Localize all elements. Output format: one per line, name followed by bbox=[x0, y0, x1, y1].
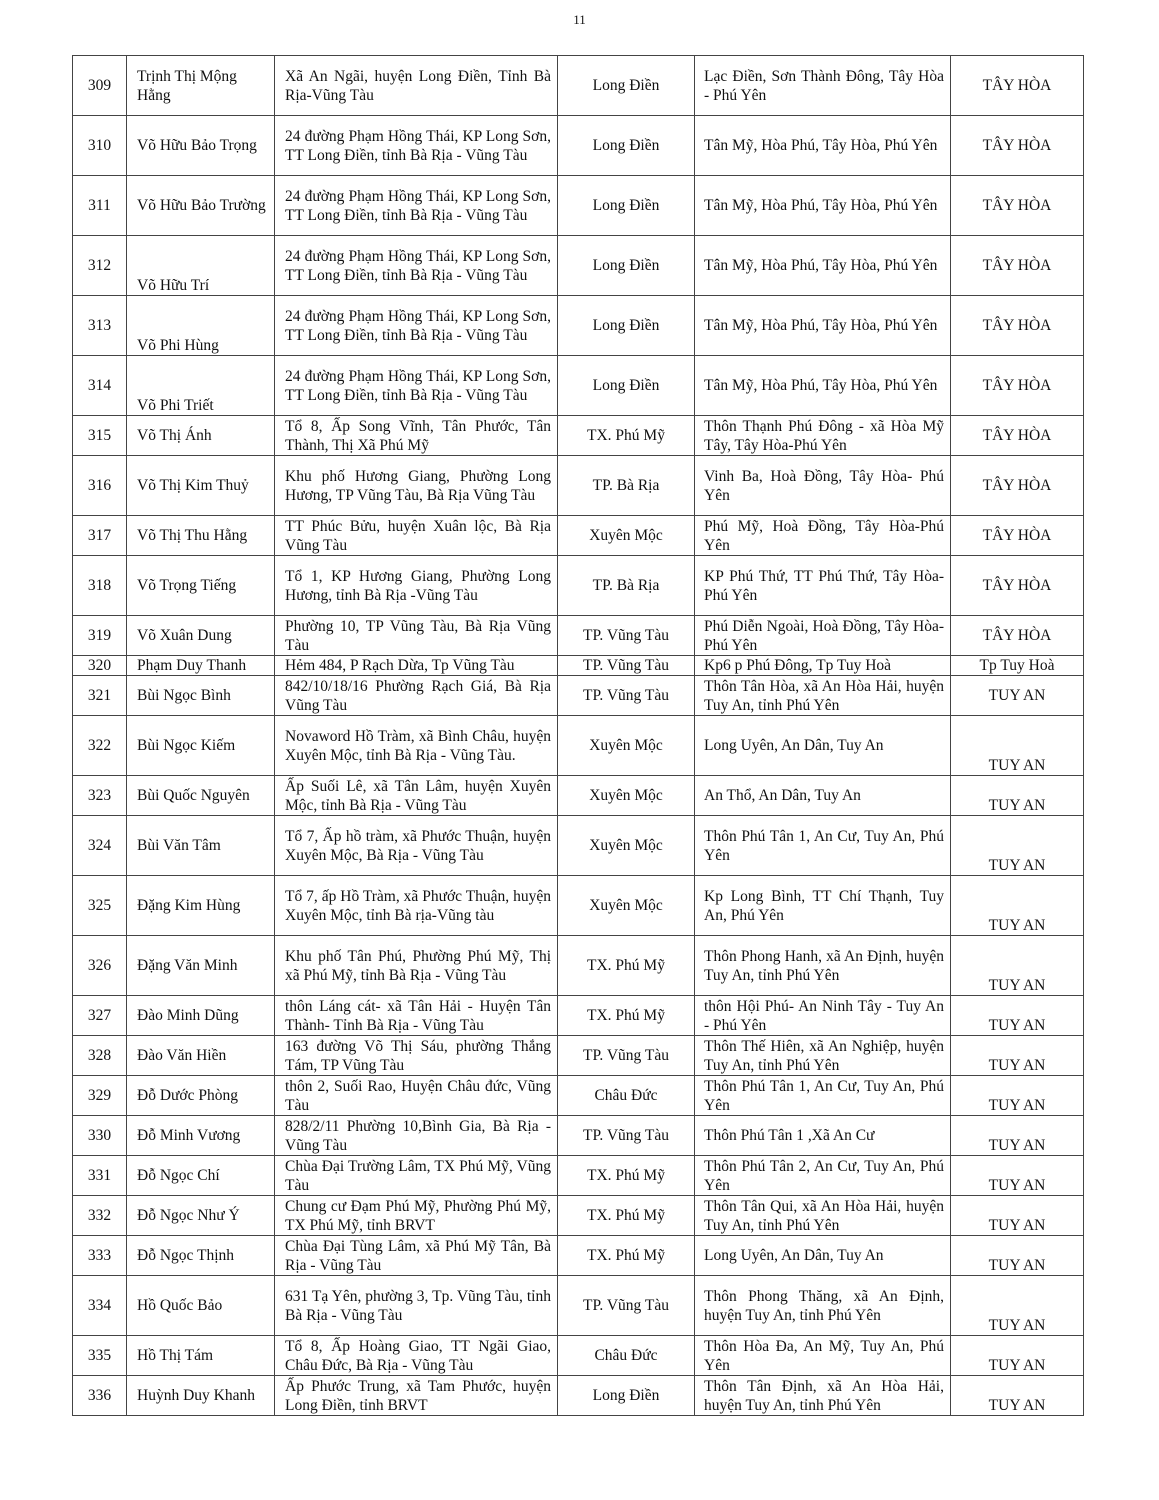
current-address-cell: thôn Láng cát- xã Tân Hải - Huyện Tân Thành- Tỉnh Bà Rịa - Vũng Tàu bbox=[275, 996, 558, 1036]
current-address-cell: 631 Tạ Yên, phường 3, Tp. Vũng Tàu, tỉnh Bà Rịa - Vũng Tàu bbox=[275, 1276, 558, 1336]
table-row bbox=[73, 176, 1084, 236]
row-number-cell: 324 bbox=[73, 816, 127, 876]
district-cell: TP. Vũng Tàu bbox=[558, 1116, 695, 1156]
current-address-cell: 24 đường Phạm Hồng Thái, KP Long Sơn, TT Long Điền, tỉnh Bà Rịa - Vũng Tàu bbox=[275, 356, 558, 416]
hometown-cell: Tân Mỹ, Hòa Phú, Tây Hòa, Phú Yên bbox=[695, 296, 951, 356]
district-cell: TP. Vũng Tàu bbox=[558, 1036, 695, 1076]
table-row bbox=[73, 1196, 1084, 1236]
person-name-cell: Đào Văn Hiền bbox=[127, 1036, 275, 1076]
district-cell: TX. Phú Mỹ bbox=[558, 996, 695, 1036]
table-row bbox=[73, 56, 1084, 116]
hometown-cell: Phú Diễn Ngoài, Hoà Đồng, Tây Hòa- Phú Yên bbox=[695, 616, 951, 656]
district-cell: Long Điền bbox=[558, 236, 695, 296]
hometown-cell: Tân Mỹ, Hòa Phú, Tây Hòa, Phú Yên bbox=[695, 176, 951, 236]
table-row bbox=[73, 656, 1084, 676]
hometown-cell: KP Phú Thứ, TT Phú Thứ, Tây Hòa-Phú Yên bbox=[695, 556, 951, 616]
current-address-cell: Chung cư Đạm Phú Mỹ, Phường Phú Mỹ, TX Phú Mỹ, tỉnh BRVT bbox=[275, 1196, 558, 1236]
table-row bbox=[73, 1156, 1084, 1196]
home-region-cell: TÂY HÒA bbox=[951, 456, 1084, 516]
table-row bbox=[73, 116, 1084, 176]
current-address-cell: 24 đường Phạm Hồng Thái, KP Long Sơn, TT Long Điền, tỉnh Bà Rịa - Vũng Tàu bbox=[275, 236, 558, 296]
person-name-cell: Võ Hữu Bảo Trọng bbox=[127, 116, 275, 176]
home-region-cell: TUY AN bbox=[951, 1156, 1084, 1196]
home-region-cell: TUY AN bbox=[951, 816, 1084, 876]
district-cell: TP. Vũng Tàu bbox=[558, 676, 695, 716]
hometown-cell: Thôn Phong Hanh, xã An Định, huyện Tuy An, tỉnh Phú Yên bbox=[695, 936, 951, 996]
person-name-cell: Đỗ Minh Vương bbox=[127, 1116, 275, 1156]
row-number-cell: 311 bbox=[73, 176, 127, 236]
person-name-cell: Bùi Ngọc Kiếm bbox=[127, 716, 275, 776]
row-number-cell: 309 bbox=[73, 56, 127, 116]
district-cell: Long Điền bbox=[558, 176, 695, 236]
table-row bbox=[73, 296, 1084, 356]
person-name-cell: Bùi Văn Tâm bbox=[127, 816, 275, 876]
hometown-cell: Lạc Điền, Sơn Thành Đông, Tây Hòa - Phú Yên bbox=[695, 56, 951, 116]
district-cell: Xuyên Mộc bbox=[558, 776, 695, 816]
person-name-cell: Đỗ Ngọc Chí bbox=[127, 1156, 275, 1196]
person-name-cell: Võ Thị Kim Thuỷ bbox=[127, 456, 275, 516]
hometown-cell: Thôn Tân Qui, xã An Hòa Hải, huyện Tuy An, tỉnh Phú Yên bbox=[695, 1196, 951, 1236]
home-region-cell: TUY AN bbox=[951, 1076, 1084, 1116]
home-region-cell: TUY AN bbox=[951, 1236, 1084, 1276]
table-row bbox=[73, 1076, 1084, 1116]
row-number-cell: 335 bbox=[73, 1336, 127, 1376]
row-number-cell: 336 bbox=[73, 1376, 127, 1416]
hometown-cell: Thôn Tân Hòa, xã An Hòa Hải, huyện Tuy An, tỉnh Phú Yên bbox=[695, 676, 951, 716]
person-name-cell: Đỗ Ngọc Thịnh bbox=[127, 1236, 275, 1276]
table-row bbox=[73, 556, 1084, 616]
table-row bbox=[73, 876, 1084, 936]
current-address-cell: TT Phúc Bửu, huyện Xuân lộc, Bà Rịa Vũng Tàu bbox=[275, 516, 558, 556]
current-address-cell: thôn 2, Suối Rao, Huyện Châu đức, Vũng Tàu bbox=[275, 1076, 558, 1116]
home-region-cell: TÂY HÒA bbox=[951, 296, 1084, 356]
row-number-cell: 330 bbox=[73, 1116, 127, 1156]
district-cell: Châu Đức bbox=[558, 1336, 695, 1376]
row-number-cell: 320 bbox=[73, 656, 127, 676]
row-number-cell: 322 bbox=[73, 716, 127, 776]
hometown-cell: Tân Mỹ, Hòa Phú, Tây Hòa, Phú Yên bbox=[695, 356, 951, 416]
hometown-cell: Kp Long Bình, TT Chí Thạnh, Tuy An, Phú Yên bbox=[695, 876, 951, 936]
hometown-cell: Tân Mỹ, Hòa Phú, Tây Hòa, Phú Yên bbox=[695, 236, 951, 296]
current-address-cell: Novaword Hồ Tràm, xã Bình Châu, huyện Xuyên Mộc, tỉnh Bà Rịa - Vũng Tàu. bbox=[275, 716, 558, 776]
row-number-cell: 310 bbox=[73, 116, 127, 176]
person-name-cell: Võ Hữu Bảo Trường bbox=[127, 176, 275, 236]
table-row bbox=[73, 776, 1084, 816]
home-region-cell: TÂY HÒA bbox=[951, 176, 1084, 236]
home-region-cell: TÂY HÒA bbox=[951, 56, 1084, 116]
district-cell: Long Điền bbox=[558, 56, 695, 116]
current-address-cell: Ấp Suối Lê, xã Tân Lâm, huyện Xuyên Mộc, tỉnh Bà Rịa - Vũng Tàu bbox=[275, 776, 558, 816]
table-row bbox=[73, 1276, 1084, 1336]
district-cell: TX. Phú Mỹ bbox=[558, 1196, 695, 1236]
home-region-cell: TÂY HÒA bbox=[951, 116, 1084, 176]
table-row bbox=[73, 676, 1084, 716]
person-name-cell: Hồ Quốc Bảo bbox=[127, 1276, 275, 1336]
hometown-cell: Long Uyên, An Dân, Tuy An bbox=[695, 716, 951, 776]
home-region-cell: TÂY HÒA bbox=[951, 516, 1084, 556]
table-row bbox=[73, 1376, 1084, 1416]
registry-table bbox=[72, 55, 1084, 1416]
row-number-cell: 328 bbox=[73, 1036, 127, 1076]
hometown-cell: Phú Mỹ, Hoà Đồng, Tây Hòa-Phú Yên bbox=[695, 516, 951, 556]
page-number: 11 bbox=[573, 12, 586, 27]
person-name-cell: Đỗ Dước Phòng bbox=[127, 1076, 275, 1116]
current-address-cell: Ấp Phước Trung, xã Tam Phước, huyện Long Điền, tỉnh BRVT bbox=[275, 1376, 558, 1416]
home-region-cell: TUY AN bbox=[951, 1196, 1084, 1236]
hometown-cell: Thôn Tân Định, xã An Hòa Hải, huyện Tuy An, tỉnh Phú Yên bbox=[695, 1376, 951, 1416]
home-region-cell: TÂY HÒA bbox=[951, 236, 1084, 296]
table-row bbox=[73, 356, 1084, 416]
table-row bbox=[73, 616, 1084, 656]
row-number-cell: 331 bbox=[73, 1156, 127, 1196]
row-number-cell: 318 bbox=[73, 556, 127, 616]
person-name-cell: Võ Trọng Tiếng bbox=[127, 556, 275, 616]
home-region-cell: TUY AN bbox=[951, 676, 1084, 716]
current-address-cell: Chùa Đại Tùng Lâm, xã Phú Mỹ Tân, Bà Rịa - Vũng Tàu bbox=[275, 1236, 558, 1276]
row-number-cell: 325 bbox=[73, 876, 127, 936]
district-cell: TX. Phú Mỹ bbox=[558, 1156, 695, 1196]
person-name-cell: Đào Minh Dũng bbox=[127, 996, 275, 1036]
person-name-cell: Võ Thị Thu Hằng bbox=[127, 516, 275, 556]
table-row bbox=[73, 1036, 1084, 1076]
person-name-cell: Võ Phi Triết bbox=[127, 356, 275, 416]
home-region-cell: TÂY HÒA bbox=[951, 356, 1084, 416]
district-cell: Long Điền bbox=[558, 1376, 695, 1416]
home-region-cell: TUY AN bbox=[951, 716, 1084, 776]
home-region-cell: TÂY HÒA bbox=[951, 416, 1084, 456]
table-row bbox=[73, 456, 1084, 516]
district-cell: TP. Vũng Tàu bbox=[558, 1276, 695, 1336]
row-number-cell: 315 bbox=[73, 416, 127, 456]
district-cell: Châu Đức bbox=[558, 1076, 695, 1116]
hometown-cell: thôn Hội Phú- An Ninh Tây - Tuy An - Phú Yên bbox=[695, 996, 951, 1036]
person-name-cell: Đặng Văn Minh bbox=[127, 936, 275, 996]
district-cell: Long Điền bbox=[558, 296, 695, 356]
table-row bbox=[73, 1116, 1084, 1156]
district-cell: Xuyên Mộc bbox=[558, 516, 695, 556]
district-cell: Long Điền bbox=[558, 356, 695, 416]
home-region-cell: TUY AN bbox=[951, 876, 1084, 936]
hometown-cell: Thôn Thạnh Phú Đông - xã Hòa Mỹ Tây, Tây Hòa-Phú Yên bbox=[695, 416, 951, 456]
person-name-cell: Hồ Thị Tám bbox=[127, 1336, 275, 1376]
home-region-cell: TÂY HÒA bbox=[951, 556, 1084, 616]
home-region-cell: Tp Tuy Hoà bbox=[951, 656, 1084, 676]
district-cell: TX. Phú Mỹ bbox=[558, 936, 695, 996]
row-number-cell: 332 bbox=[73, 1196, 127, 1236]
hometown-cell: Thôn Phú Tân 1, An Cư, Tuy An, Phú Yên bbox=[695, 816, 951, 876]
hometown-cell: Kp6 p Phú Đông, Tp Tuy Hoà bbox=[695, 656, 951, 676]
home-region-cell: TUY AN bbox=[951, 1276, 1084, 1336]
hometown-cell: Thôn Phú Tân 2, An Cư, Tuy An, Phú Yên bbox=[695, 1156, 951, 1196]
home-region-cell: TÂY HÒA bbox=[951, 616, 1084, 656]
district-cell: TX. Phú Mỹ bbox=[558, 1236, 695, 1276]
current-address-cell: Tổ 1, KP Hương Giang, Phường Long Hương, tỉnh Bà Rịa -Vũng Tàu bbox=[275, 556, 558, 616]
row-number-cell: 327 bbox=[73, 996, 127, 1036]
hometown-cell: Thôn Phú Tân 1 ,Xã An Cư bbox=[695, 1116, 951, 1156]
row-number-cell: 317 bbox=[73, 516, 127, 556]
row-number-cell: 319 bbox=[73, 616, 127, 656]
district-cell: TP. Bà Rịa bbox=[558, 456, 695, 516]
hometown-cell: An Thổ, An Dân, Tuy An bbox=[695, 776, 951, 816]
person-name-cell: Bùi Ngọc Bình bbox=[127, 676, 275, 716]
row-number-cell: 314 bbox=[73, 356, 127, 416]
hometown-cell: Thôn Phú Tân 1, An Cư, Tuy An, Phú Yên bbox=[695, 1076, 951, 1116]
current-address-cell: Tổ 8, Ấp Hoàng Giao, TT Ngãi Giao, Châu Đức, Bà Rịa - Vũng Tàu bbox=[275, 1336, 558, 1376]
person-name-cell: Đặng Kim Hùng bbox=[127, 876, 275, 936]
current-address-cell: Tổ 7, Ấp hồ tràm, xã Phước Thuận, huyện Xuyên Mộc, Bà Rịa - Vũng Tàu bbox=[275, 816, 558, 876]
home-region-cell: TUY AN bbox=[951, 1036, 1084, 1076]
person-name-cell: Võ Phi Hùng bbox=[127, 296, 275, 356]
home-region-cell: TUY AN bbox=[951, 1376, 1084, 1416]
person-name-cell: Bùi Quốc Nguyên bbox=[127, 776, 275, 816]
person-name-cell: Đỗ Ngọc Như Ý bbox=[127, 1196, 275, 1236]
person-name-cell: Võ Thị Ánh bbox=[127, 416, 275, 456]
table-body bbox=[73, 56, 1084, 1416]
current-address-cell: 842/10/18/16 Phường Rạch Giá, Bà Rịa Vũng Tàu bbox=[275, 676, 558, 716]
home-region-cell: TUY AN bbox=[951, 776, 1084, 816]
hometown-cell: Long Uyên, An Dân, Tuy An bbox=[695, 1236, 951, 1276]
current-address-cell: Phường 10, TP Vũng Tàu, Bà Rịa Vũng Tàu bbox=[275, 616, 558, 656]
district-cell: Long Điền bbox=[558, 116, 695, 176]
person-name-cell: Huỳnh Duy Khanh bbox=[127, 1376, 275, 1416]
current-address-cell: Chùa Đại Trường Lâm, TX Phú Mỹ, Vũng Tàu bbox=[275, 1156, 558, 1196]
current-address-cell: 24 đường Phạm Hồng Thái, KP Long Sơn, TT Long Điền, tỉnh Bà Rịa - Vũng Tàu bbox=[275, 116, 558, 176]
person-name-cell: Võ Xuân Dung bbox=[127, 616, 275, 656]
table-row bbox=[73, 716, 1084, 776]
table-row bbox=[73, 416, 1084, 456]
table-row bbox=[73, 236, 1084, 296]
district-cell: Xuyên Mộc bbox=[558, 816, 695, 876]
row-number-cell: 326 bbox=[73, 936, 127, 996]
hometown-cell: Tân Mỹ, Hòa Phú, Tây Hòa, Phú Yên bbox=[695, 116, 951, 176]
person-name-cell: Trịnh Thị Mộng Hằng bbox=[127, 56, 275, 116]
person-name-cell: Võ Hữu Trí bbox=[127, 236, 275, 296]
current-address-cell: Khu phố Tân Phú, Phường Phú Mỹ, Thị xã Phú Mỹ, tỉnh Bà Rịa - Vũng Tàu bbox=[275, 936, 558, 996]
row-number-cell: 323 bbox=[73, 776, 127, 816]
row-number-cell: 333 bbox=[73, 1236, 127, 1276]
district-cell: TP. Bà Rịa bbox=[558, 556, 695, 616]
hometown-cell: Vinh Ba, Hoà Đồng, Tây Hòa- Phú Yên bbox=[695, 456, 951, 516]
current-address-cell: 828/2/11 Phường 10,Bình Gia, Bà Rịa -Vũng Tàu bbox=[275, 1116, 558, 1156]
table-row bbox=[73, 1236, 1084, 1276]
district-cell: TP. Vũng Tàu bbox=[558, 656, 695, 676]
table-row bbox=[73, 996, 1084, 1036]
district-cell: TP. Vũng Tàu bbox=[558, 616, 695, 656]
hometown-cell: Thôn Hòa Đa, An Mỹ, Tuy An, Phú Yên bbox=[695, 1336, 951, 1376]
district-cell: TX. Phú Mỹ bbox=[558, 416, 695, 456]
hometown-cell: Thôn Phong Thăng, xã An Định, huyện Tuy An, tỉnh Phú Yên bbox=[695, 1276, 951, 1336]
current-address-cell: 24 đường Phạm Hồng Thái, KP Long Sơn, TT Long Điền, tỉnh Bà Rịa - Vũng Tàu bbox=[275, 296, 558, 356]
home-region-cell: TUY AN bbox=[951, 936, 1084, 996]
row-number-cell: 312 bbox=[73, 236, 127, 296]
table-row bbox=[73, 1336, 1084, 1376]
current-address-cell: Tổ 7, ấp Hồ Tràm, xã Phước Thuận, huyện Xuyên Mộc, tỉnh Bà rịa-Vũng tàu bbox=[275, 876, 558, 936]
row-number-cell: 334 bbox=[73, 1276, 127, 1336]
home-region-cell: TUY AN bbox=[951, 996, 1084, 1036]
home-region-cell: TUY AN bbox=[951, 1116, 1084, 1156]
current-address-cell: 163 đường Võ Thị Sáu, phường Thắng Tám, TP Vũng Tàu bbox=[275, 1036, 558, 1076]
district-cell: Xuyên Mộc bbox=[558, 876, 695, 936]
person-name-cell: Phạm Duy Thanh bbox=[127, 656, 275, 676]
row-number-cell: 316 bbox=[73, 456, 127, 516]
home-region-cell: TUY AN bbox=[951, 1336, 1084, 1376]
current-address-cell: Hẻm 484, P Rạch Dừa, Tp Vũng Tàu bbox=[275, 656, 558, 676]
row-number-cell: 329 bbox=[73, 1076, 127, 1116]
table-row bbox=[73, 516, 1084, 556]
table-row bbox=[73, 816, 1084, 876]
row-number-cell: 321 bbox=[73, 676, 127, 716]
current-address-cell: Xã An Ngãi, huyện Long Điền, Tỉnh Bà Rịa-Vũng Tàu bbox=[275, 56, 558, 116]
current-address-cell: 24 đường Phạm Hồng Thái, KP Long Sơn, TT Long Điền, tỉnh Bà Rịa - Vũng Tàu bbox=[275, 176, 558, 236]
table-row bbox=[73, 936, 1084, 996]
row-number-cell: 313 bbox=[73, 296, 127, 356]
current-address-cell: Khu phố Hương Giang, Phường Long Hương, TP Vũng Tàu, Bà Rịa Vũng Tàu bbox=[275, 456, 558, 516]
district-cell: Xuyên Mộc bbox=[558, 716, 695, 776]
hometown-cell: Thôn Thế Hiên, xã An Nghiệp, huyện Tuy An, tỉnh Phú Yên bbox=[695, 1036, 951, 1076]
current-address-cell: Tổ 8, Ấp Song Vĩnh, Tân Phước, Tân Thành, Thị Xã Phú Mỹ bbox=[275, 416, 558, 456]
